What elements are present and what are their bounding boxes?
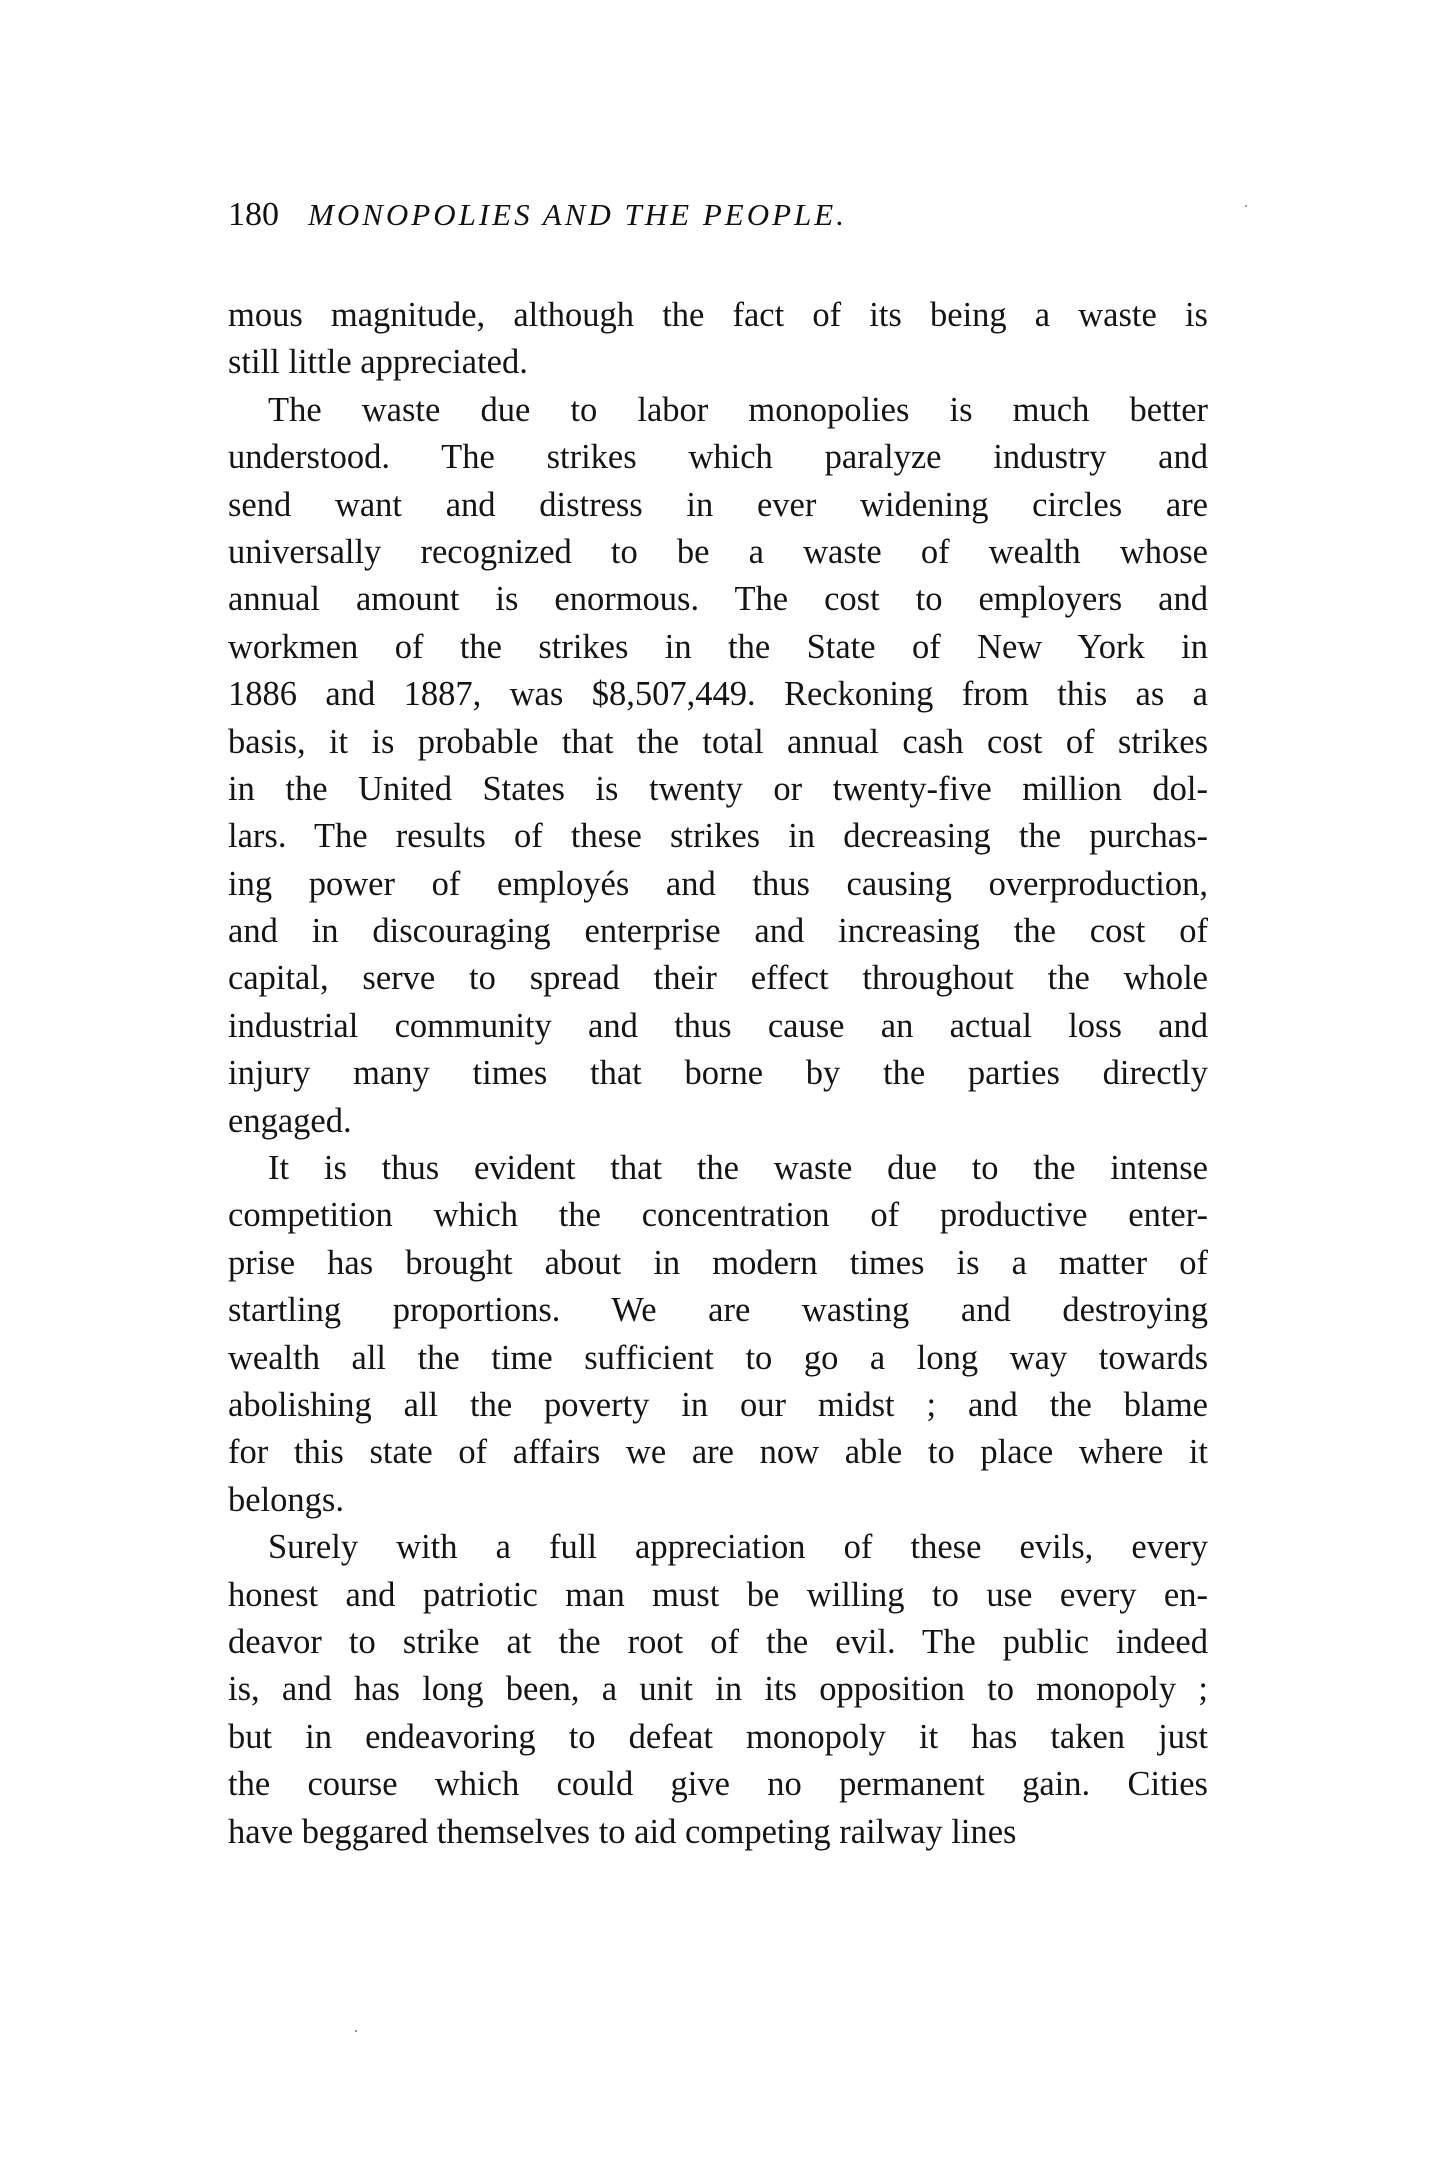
text-line: startling proportions. We are wasting and destroying bbox=[228, 1291, 1208, 1330]
text-line: universally recognized to be a waste of wealth whose bbox=[228, 532, 1208, 571]
text-line: injury many times that borne by the parties directly bbox=[228, 1054, 1208, 1093]
scan-speck bbox=[355, 2030, 357, 2032]
text-line: engaged. bbox=[228, 1101, 352, 1140]
text-line: is, and has long been, a unit in its opposition to monopoly ; bbox=[228, 1670, 1208, 1709]
text-line: still little appreciated. bbox=[228, 343, 528, 382]
text-line: have beggared themselves to aid competing railway lines bbox=[228, 1812, 1017, 1851]
text-line: lars. The results of these strikes in decreasing the purchas- bbox=[228, 817, 1208, 856]
text-line: Surely with a full appreciation of these evils, every bbox=[268, 1528, 1208, 1567]
text-line: The waste due to labor monopolies is much better bbox=[268, 390, 1208, 429]
body-text bbox=[228, 292, 1208, 1856]
page-header bbox=[228, 190, 1218, 240]
text-line: prise has brought about in modern times is a matter of bbox=[228, 1243, 1208, 1282]
page-number: 180 bbox=[228, 196, 279, 233]
text-line: industrial community and thus cause an actual loss and bbox=[228, 1006, 1208, 1045]
text-line: annual amount is enormous. The cost to employers and bbox=[228, 580, 1208, 619]
text-line: wealth all the time sufficient to go a long way towards bbox=[228, 1338, 1208, 1377]
text-line: understood. The strikes which paralyze industry and bbox=[228, 438, 1208, 477]
paragraph bbox=[228, 1524, 1208, 1856]
text-line: but in endeavoring to defeat monopoly it has taken just bbox=[228, 1717, 1208, 1756]
text-line: abolishing all the poverty in our midst ; and the blame bbox=[228, 1385, 1208, 1424]
text-line: belongs. bbox=[228, 1480, 344, 1519]
paragraph bbox=[228, 292, 1208, 387]
text-line: capital, serve to spread their effect throughout the whole bbox=[228, 959, 1208, 998]
text-line: It is thus evident that the waste due to the intense bbox=[268, 1149, 1208, 1188]
text-line: in the United States is twenty or twenty-five million dol- bbox=[228, 769, 1208, 808]
text-line: for this state of affairs we are now able to place where it bbox=[228, 1433, 1208, 1472]
text-line: mous magnitude, although the fact of its being a waste is bbox=[228, 296, 1208, 334]
paragraph bbox=[228, 1145, 1208, 1524]
text-line: basis, it is probable that the total annual cash cost of strikes bbox=[228, 722, 1208, 761]
text-line: deavor to strike at the root of the evil. The public indeed bbox=[228, 1622, 1208, 1661]
text-line: workmen of the strikes in the State of New York in bbox=[228, 627, 1208, 666]
text-line: ing power of employés and thus causing overproduction, bbox=[228, 864, 1208, 903]
text-line: send want and distress in ever widening circles are bbox=[228, 485, 1208, 524]
text-line: competition which the concentration of productive enter- bbox=[228, 1196, 1208, 1235]
text-line: honest and patriotic man must be willing to use every en- bbox=[228, 1575, 1208, 1614]
text-line: 1886 and 1887, was $8,507,449. Reckoning from this as a bbox=[228, 675, 1208, 714]
scan-speck bbox=[1245, 205, 1247, 207]
running-title: MONOPOLIES AND THE PEOPLE. bbox=[308, 197, 847, 232]
text-line: and in discouraging enterprise and increasing the cost of bbox=[228, 912, 1208, 951]
paragraph bbox=[228, 387, 1208, 1145]
text-line: the course which could give no permanent gain. Cities bbox=[228, 1765, 1208, 1804]
